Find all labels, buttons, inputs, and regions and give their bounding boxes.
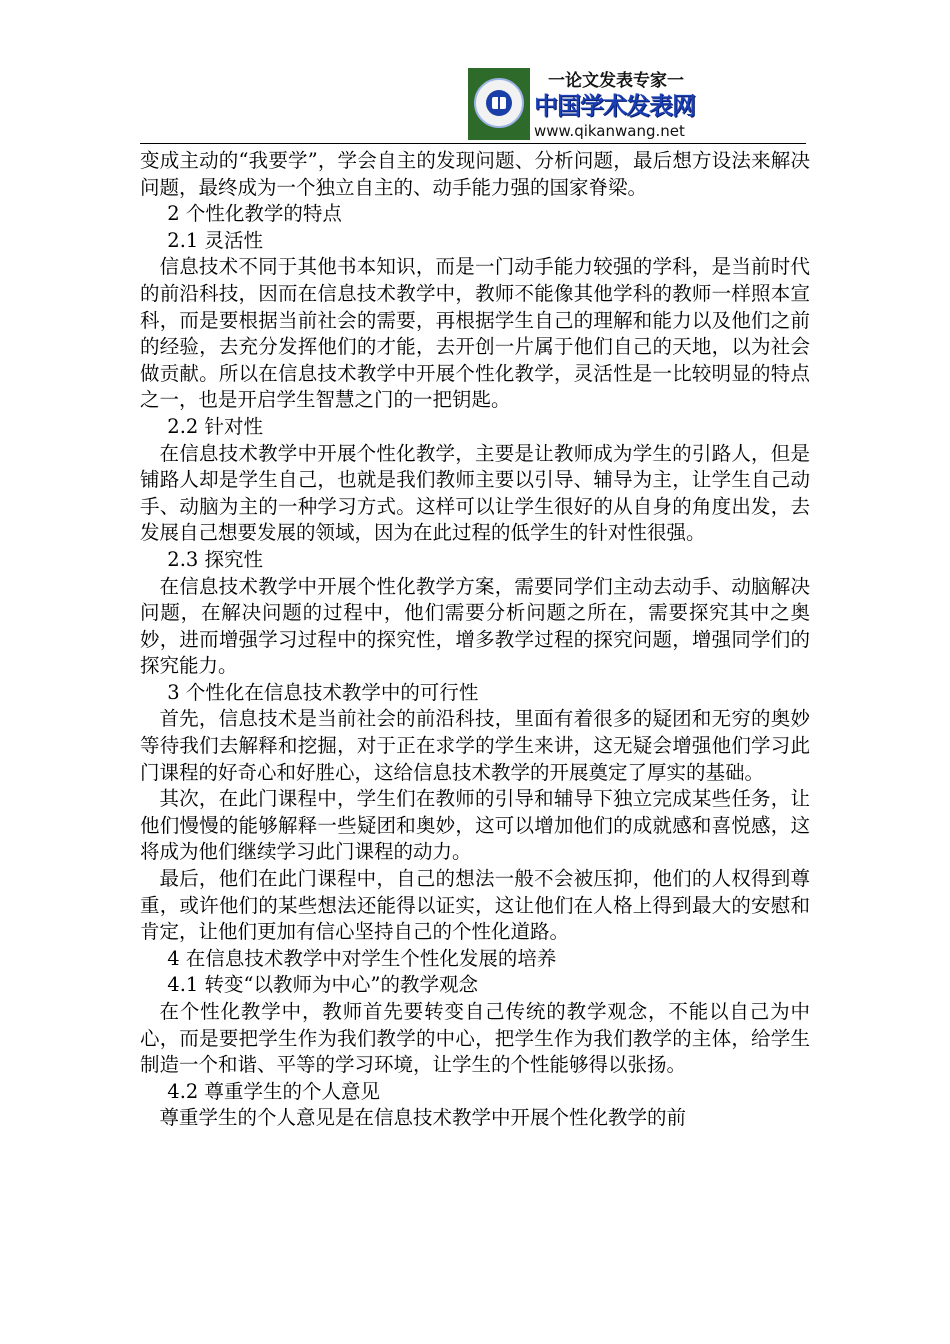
paragraph-3-2: 其次，在此门课程中，学生们在教师的引导和辅导下独立完成某些任务，让他们慢慢的能够解释一些疑团和奥妙，这可以增加他们的成就感和喜悦感，这将成为他们继续学习此门课程的动力。 <box>140 787 810 864</box>
paragraph-2-1: 信息技术不同于其他书本知识，而是一门动手能力较强的学科，是当前时代的前沿科技，因而在信息技术教学中，教师不能像其他学科的教师一样照本宣科，而是要根据当前社会的需要，再根据学生自己的理解和能力以及他们之前的经验，去充分发挥他们的才能，去开创一片属于他们自己的天地，以为社会做贡献。所以在信息技术教学中开展个性化教学，灵活性是一比较明显的特点之一，也是开启学生智慧之门的一把钥匙。 <box>140 255 810 412</box>
subsection-heading-4-1: 4.1 转变“以教师为中心”的教学观念 <box>167 973 478 997</box>
section-heading-3: 3 个性化在信息技术教学中的可行性 <box>167 680 479 704</box>
logo-url: www.qikanwang.net <box>534 122 685 140</box>
header-divider <box>140 143 806 144</box>
article-body <box>140 148 810 1132</box>
subsection-heading-4-2: 4.2 尊重学生的个人意见 <box>167 1079 381 1103</box>
paragraph-3-1: 首先，信息技术是当前社会的前沿科技，里面有着很多的疑团和无穷的奥妙等待我们去解释和挖掘，对于正在求学的学生来讲，这无疑会增强他们学习此门课程的好奇心和好胜心，这给信息技术教学的开展奠定了厚实的基础。 <box>140 707 810 784</box>
subsection-heading-2-1: 2.1 灵活性 <box>167 228 264 252</box>
subsection-heading-2-3: 2.3 探究性 <box>167 547 264 571</box>
paragraph-4-2: 尊重学生的个人意见是在信息技术教学中开展个性化教学的前 <box>159 1106 687 1130</box>
logo-site-name: 中国学术发表网 <box>534 92 695 120</box>
paragraph-continued: 变成主动的“我要学”，学会自主的发现问题、分析问题，最后想方设法来解决问题，最终成为一个独立自主的、动手能力强的国家脊梁。 <box>140 149 810 199</box>
logo-emblem-icon <box>468 68 530 140</box>
section-heading-4: 4 在信息技术教学中对学生个性化发展的培养 <box>167 946 557 970</box>
logo-tagline: 一论文发表专家一 <box>548 71 684 91</box>
paragraph-3-3: 最后，他们在此门课程中，自己的想法一般不会被压抑，他们的人权得到尊重，或许他们的某些想法还能得以证实，这让他们在人格上得到最大的安慰和肯定，让他们更加有信心坚持自己的个性化道路。 <box>140 867 810 944</box>
paragraph-2-3: 在信息技术教学中开展个性化教学方案，需要同学们主动去动手、动脑解决问题，在解决问题的过程中，他们需要分析问题之所在，需要探究其中之奥妙，进而增强学习过程中的探究性，增多教学过程的探究问题，增强同学们的探究能力。 <box>140 574 810 678</box>
logo-text <box>534 68 698 142</box>
site-logo[interactable] <box>468 68 698 142</box>
paragraph-2-2: 在信息技术教学中开展个性化教学，主要是让教师成为学生的引路人，但是铺路人却是学生自己，也就是我们教师主要以引导、辅导为主，让学生自己动手、动脑为主的一种学习方式。这样可以让学生很好的从自身的角度出发，去发展自己想要发展的领域，因为在此过程的低学生的针对性很强。 <box>140 441 810 545</box>
paragraph-4-1: 在个性化教学中，教师首先要转变自己传统的教学观念，不能以自己为中心，而是要把学生作为我们教学的中心，把学生作为我们教学的主体，给学生制造一个和谐、平等的学习环境，让学生的个性能够得以张扬。 <box>140 1000 810 1077</box>
book-icon <box>492 97 506 109</box>
subsection-heading-2-2: 2.2 针对性 <box>167 414 264 438</box>
section-heading-2: 2 个性化教学的特点 <box>167 202 342 226</box>
